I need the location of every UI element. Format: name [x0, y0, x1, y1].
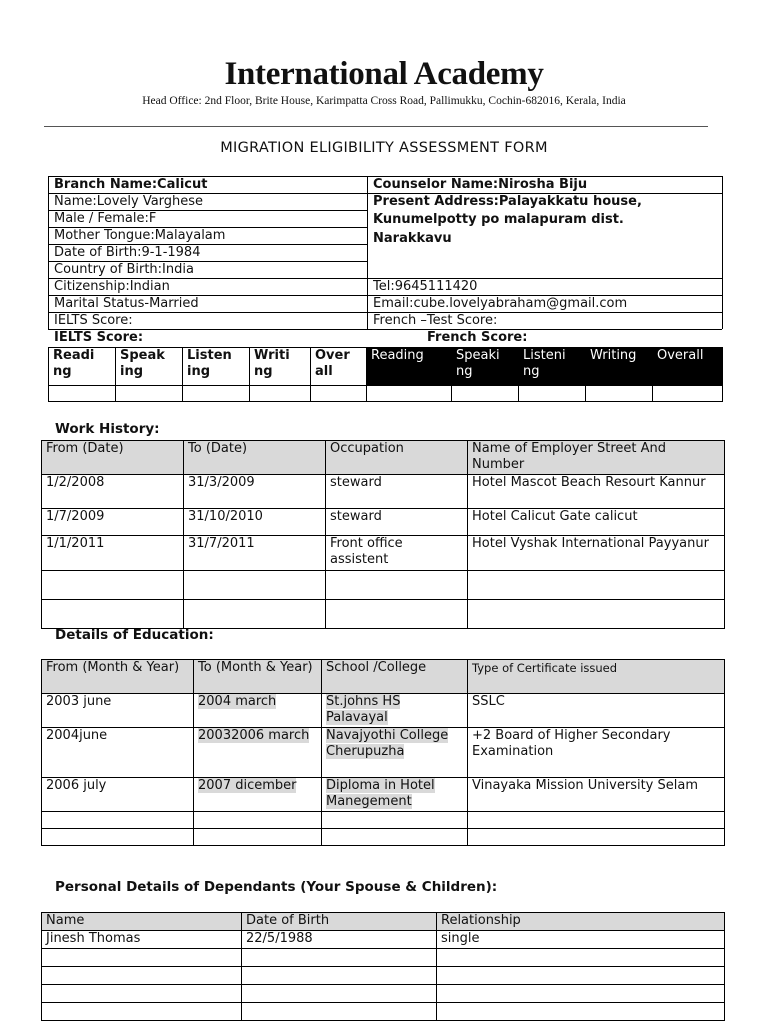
- country-of-birth-field[interactable]: Country of Birth:India: [54, 262, 194, 277]
- mother-tongue-field[interactable]: Mother Tongue:Malayalam: [54, 228, 226, 243]
- counselor-name-field[interactable]: Counselor Name:Nirosha Biju: [373, 177, 588, 192]
- ielts-writing-header: Writi ng: [250, 348, 311, 386]
- score-cell[interactable]: [49, 386, 116, 402]
- marital-status-field[interactable]: Marital Status-Married: [54, 296, 199, 311]
- score-cell[interactable]: [183, 386, 250, 402]
- work-employer-cell[interactable]: Hotel Mascot Beach Resourt Kannur: [468, 475, 725, 509]
- branch-name-field[interactable]: Branch Name:Calicut: [54, 177, 208, 192]
- work-header-to: To (Date): [184, 441, 326, 475]
- score-cell[interactable]: [586, 386, 653, 402]
- ielts-overall-header: Over all: [311, 348, 367, 386]
- empty-cell[interactable]: [468, 829, 725, 846]
- edu-from-cell[interactable]: 2004june: [42, 728, 194, 778]
- head-office-address: Head Office: 2nd Floor, Brite House, Karimpatta Cross Road, Pallimukku, Cochin-682016, Kerala, India: [142, 95, 626, 107]
- academy-title: International Academy: [224, 56, 544, 92]
- dep-relationship-cell[interactable]: single: [437, 931, 725, 949]
- gender-field[interactable]: Male / Female:F: [54, 211, 157, 226]
- score-cell[interactable]: [519, 386, 586, 402]
- work-header-from: From (Date): [42, 441, 184, 475]
- education-heading: Details of Education:: [55, 627, 214, 643]
- empty-cell[interactable]: [326, 600, 468, 629]
- work-occupation-cell[interactable]: Front office assistent: [326, 536, 468, 571]
- empty-cell[interactable]: [42, 1003, 242, 1021]
- empty-cell[interactable]: [184, 600, 326, 629]
- empty-cell[interactable]: [468, 812, 725, 829]
- table-row: [42, 949, 725, 967]
- score-cell[interactable]: [653, 386, 723, 402]
- ielts-listening-header: Listen ing: [183, 348, 250, 386]
- scores-header-row: [49, 348, 723, 386]
- empty-cell[interactable]: [42, 812, 194, 829]
- work-history-table: [41, 440, 725, 629]
- empty-cell[interactable]: [184, 571, 326, 600]
- work-to-cell[interactable]: 31/10/2010: [184, 509, 326, 536]
- edu-certificate-cell[interactable]: Vinayaka Mission University Selam: [468, 778, 725, 812]
- empty-cell[interactable]: [42, 571, 184, 600]
- citizenship-field[interactable]: Citizenship:Indian: [54, 279, 170, 294]
- table-row: [42, 728, 725, 778]
- empty-cell[interactable]: [42, 949, 242, 967]
- table-row: [42, 1003, 725, 1021]
- edu-header-from: From (Month & Year): [42, 660, 194, 694]
- address-line-2[interactable]: Kunumelpotty po malapuram dist.: [373, 212, 624, 227]
- ielts-speaking-header: Speak ing: [116, 348, 183, 386]
- work-to-cell[interactable]: 31/7/2011: [184, 536, 326, 571]
- ielts-score-field[interactable]: IELTS Score:: [54, 313, 133, 328]
- edu-from-cell[interactable]: 2003 june: [42, 694, 194, 728]
- empty-cell[interactable]: [42, 985, 242, 1003]
- dep-name-cell[interactable]: Jinesh Thomas: [42, 931, 242, 949]
- edu-from-cell[interactable]: 2006 july: [42, 778, 194, 812]
- work-from-cell[interactable]: 1/1/2011: [42, 536, 184, 571]
- work-from-cell[interactable]: 1/2/2008: [42, 475, 184, 509]
- edu-certificate-cell[interactable]: SSLC: [468, 694, 725, 728]
- table-row: [42, 571, 725, 600]
- work-occupation-cell[interactable]: steward: [326, 509, 468, 536]
- edu-certificate-cell[interactable]: +2 Board of Higher Secondary Examination: [468, 728, 725, 778]
- ielts-score-label: IELTS Score:: [54, 330, 144, 345]
- dep-header-name: Name: [42, 913, 242, 931]
- edu-school-cell[interactable]: St.johns HS Palavayal: [322, 694, 468, 728]
- edu-header-to: To (Month & Year): [194, 660, 322, 694]
- work-header-occupation: Occupation: [326, 441, 468, 475]
- french-speaking-header: Speaki ng: [452, 348, 519, 386]
- work-employer-cell[interactable]: Hotel Calicut Gate calicut: [468, 509, 725, 536]
- dep-dob-cell[interactable]: 22/5/1988: [242, 931, 437, 949]
- french-listening-header: Listeni ng: [519, 348, 586, 386]
- work-header-row: [42, 441, 725, 475]
- table-row: [42, 778, 725, 812]
- empty-cell[interactable]: [322, 812, 468, 829]
- table-row: [42, 812, 725, 829]
- edu-to-cell[interactable]: 2004 march: [194, 694, 322, 728]
- score-cell[interactable]: [452, 386, 519, 402]
- score-cell[interactable]: [367, 386, 452, 402]
- edu-header-certificate: Type of Certificate issued: [468, 660, 725, 694]
- table-row: [42, 475, 725, 509]
- empty-cell[interactable]: [242, 967, 437, 985]
- empty-cell[interactable]: [194, 829, 322, 846]
- table-row: [42, 509, 725, 536]
- table-row: [42, 829, 725, 846]
- empty-cell[interactable]: [437, 1003, 725, 1021]
- dependants-heading: Personal Details of Dependants (Your Spouse & Children):: [55, 879, 498, 895]
- email-field[interactable]: Email:cube.lovelyabraham@gmail.com: [373, 296, 628, 311]
- empty-cell[interactable]: [242, 1003, 437, 1021]
- header-divider: [44, 126, 708, 127]
- empty-cell[interactable]: [468, 600, 725, 629]
- scores-table: [48, 347, 723, 402]
- french-score-label: French Score:: [427, 330, 528, 345]
- empty-cell[interactable]: [242, 985, 437, 1003]
- table-row: [42, 536, 725, 571]
- empty-cell[interactable]: [42, 829, 194, 846]
- ielts-reading-header: Readi ng: [49, 348, 116, 386]
- empty-cell[interactable]: [194, 812, 322, 829]
- edu-school-cell[interactable]: Diploma in Hotel Manegement: [322, 778, 468, 812]
- table-row: [42, 600, 725, 629]
- dep-header-relationship: Relationship: [437, 913, 725, 931]
- table-row: [42, 985, 725, 1003]
- table-row: [42, 931, 725, 949]
- empty-cell[interactable]: [322, 829, 468, 846]
- work-occupation-cell[interactable]: steward: [326, 475, 468, 509]
- education-table: [41, 659, 725, 846]
- dep-header-dob: Date of Birth: [242, 913, 437, 931]
- telephone-field[interactable]: Tel:9645111420: [373, 279, 478, 294]
- date-of-birth-field[interactable]: Date of Birth:9-1-1984: [54, 245, 201, 260]
- work-from-cell[interactable]: 1/7/2009: [42, 509, 184, 536]
- work-header-employer: Name of Employer Street And Number: [468, 441, 725, 475]
- empty-cell[interactable]: [42, 600, 184, 629]
- edu-to-cell[interactable]: 20032006 march: [194, 728, 322, 778]
- empty-cell[interactable]: [437, 967, 725, 985]
- score-cell[interactable]: [116, 386, 183, 402]
- french-reading-header: Reading: [367, 348, 452, 386]
- french-writing-header: Writing: [586, 348, 653, 386]
- dependants-header-row: [42, 913, 725, 931]
- empty-cell[interactable]: [242, 949, 437, 967]
- empty-cell[interactable]: [326, 571, 468, 600]
- address-line-1[interactable]: Present Address:Palayakkatu house,: [373, 194, 642, 209]
- form-title: MIGRATION ELIGIBILITY ASSESSMENT FORM: [220, 140, 548, 156]
- french-overall-header: Overall: [653, 348, 723, 386]
- edu-school-cell[interactable]: Navajyothi College Cherupuzha: [322, 728, 468, 778]
- address-line-3[interactable]: Narakkavu: [373, 231, 452, 246]
- education-header-row: [42, 660, 725, 694]
- work-history-heading: Work History:: [55, 421, 160, 437]
- applicant-name-field[interactable]: Name:Lovely Varghese: [54, 194, 204, 209]
- french-test-score-field[interactable]: French –Test Score:: [373, 313, 498, 328]
- table-row: [42, 694, 725, 728]
- table-row: [42, 967, 725, 985]
- scores-entry-row: [49, 386, 723, 402]
- empty-cell[interactable]: [468, 571, 725, 600]
- edu-header-school: School /College: [322, 660, 468, 694]
- empty-cell[interactable]: [437, 949, 725, 967]
- score-cell[interactable]: [311, 386, 367, 402]
- work-employer-cell[interactable]: Hotel Vyshak International Payyanur: [468, 536, 725, 571]
- empty-cell[interactable]: [437, 985, 725, 1003]
- empty-cell[interactable]: [42, 967, 242, 985]
- work-to-cell[interactable]: 31/3/2009: [184, 475, 326, 509]
- edu-to-cell[interactable]: 2007 dicember: [194, 778, 322, 812]
- dependants-table: [41, 912, 725, 1021]
- score-cell[interactable]: [250, 386, 311, 402]
